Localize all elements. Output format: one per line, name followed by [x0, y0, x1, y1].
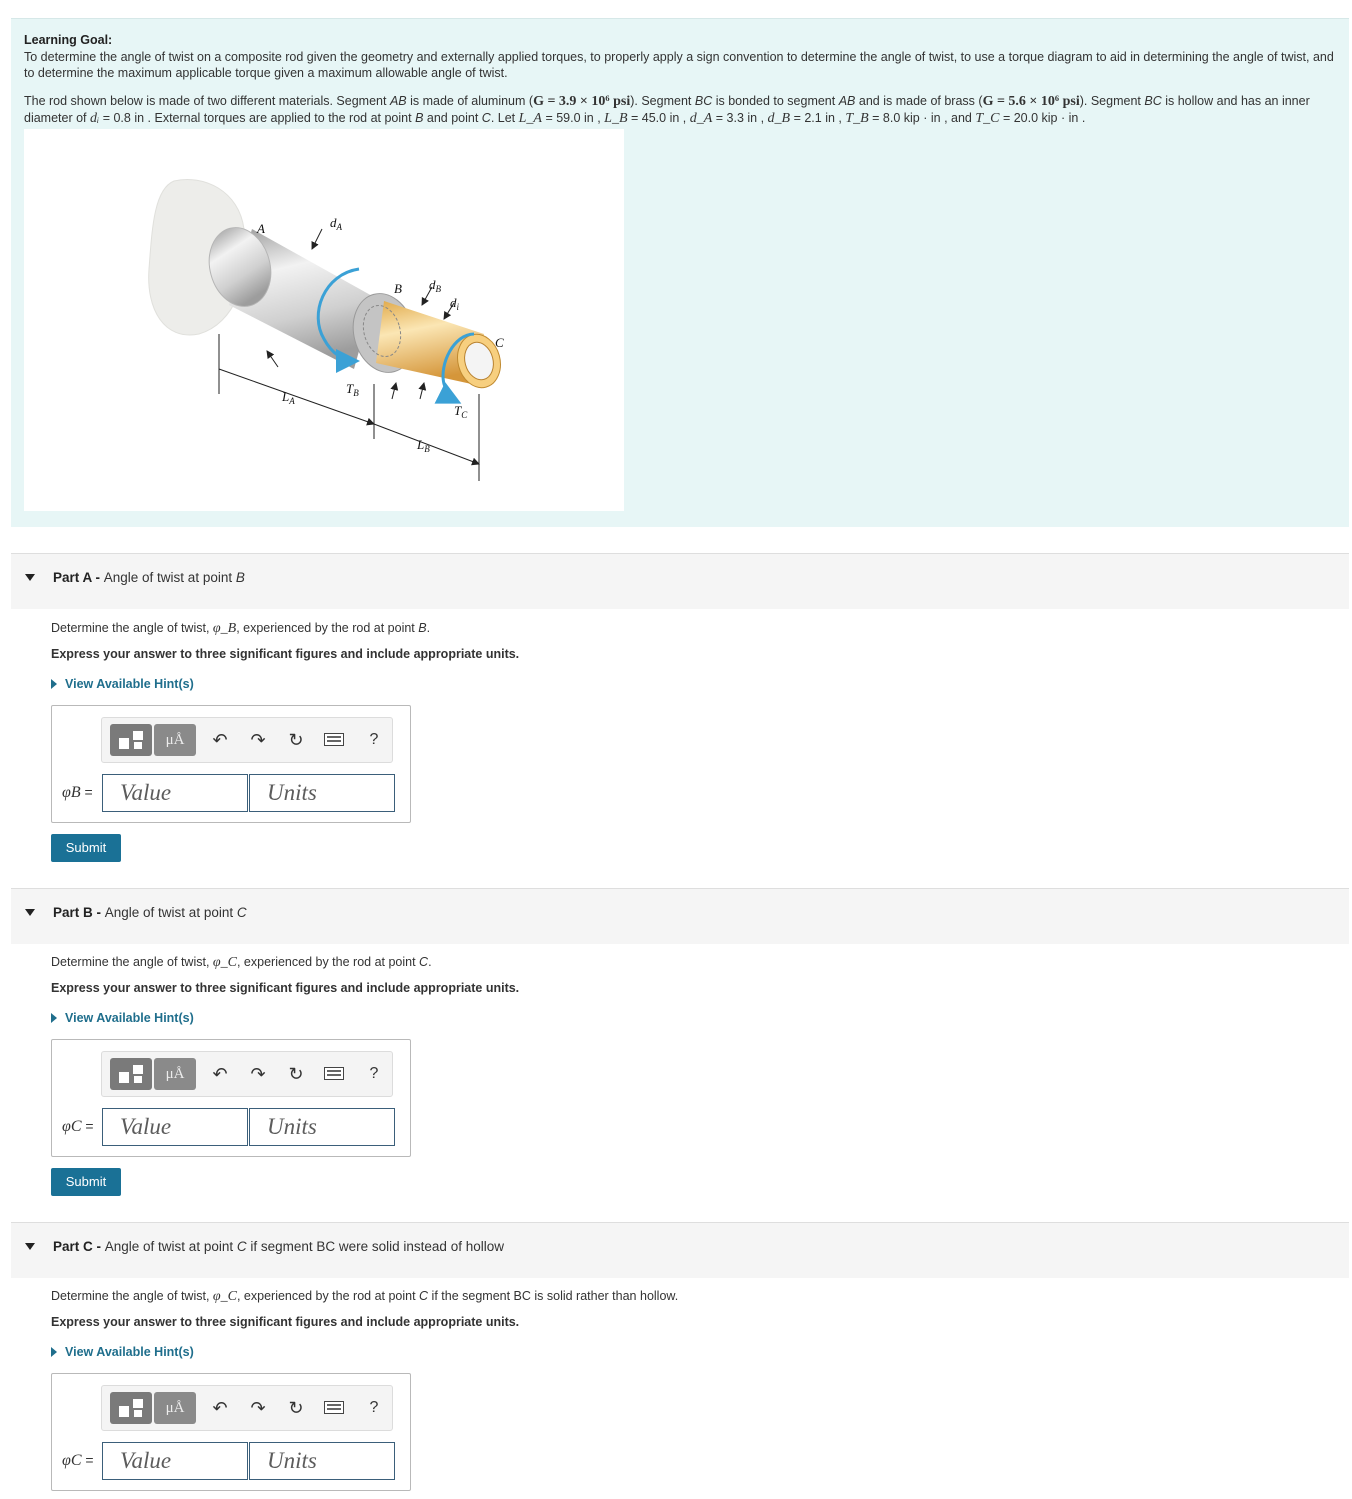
hint-triangle-icon: [51, 679, 57, 689]
template-icon[interactable]: [110, 724, 152, 756]
phi-c-label: φC =: [62, 1118, 94, 1135]
template-icon[interactable]: [110, 1058, 152, 1090]
reset-icon[interactable]: ↻: [288, 730, 304, 750]
phi-b-label: φB =: [62, 784, 93, 801]
label-a: A: [257, 221, 265, 236]
reset-icon[interactable]: ↻: [288, 1064, 304, 1084]
redo-icon[interactable]: ↷: [250, 1398, 266, 1418]
rod-diagram: [24, 129, 624, 511]
undo-icon[interactable]: ↶: [212, 1398, 228, 1418]
part-c-answer-box: [51, 1373, 411, 1491]
collapse-triangle-icon[interactable]: [25, 909, 35, 916]
part-b-submit-button[interactable]: Submit: [51, 1168, 121, 1196]
label-c: C: [495, 335, 504, 350]
part-b-header[interactable]: [11, 888, 1349, 944]
part-c-hint-link[interactable]: View Available Hint(s): [51, 1345, 194, 1359]
part-c-header[interactable]: [11, 1222, 1349, 1278]
help-icon[interactable]: ?: [369, 1065, 379, 1082]
keyboard-icon[interactable]: [324, 1398, 344, 1418]
units-icon[interactable]: μÅ: [154, 1058, 196, 1090]
label-b: B: [394, 281, 402, 296]
part-c-question: Determine the angle of twist, φ_C, experienced by the rod at point C if the segment BC is solid rather than hollow.: [51, 1289, 679, 1304]
help-icon[interactable]: ?: [369, 731, 379, 748]
problem-description: The rod shown below is made of two different materials. Segment AB is made of aluminum (G = 3.9 × 10⁶ psi). Segment BC is bonded to segment AB and is made of brass (G = 5.6 × 10⁶ psi). Segment BC is hollow and has an inner diameter of dᵢ = 0.8 in . External torques are applied to the rod at point B and point C. Let L_A = 59.0 in , L_B = 45.0 in , d_A = 3.3 in , d_B = 2.1 in , T_B = 8.0 kip · in , and T_C = 20.0 kip · in .: [24, 94, 1310, 126]
part-a-submit-button[interactable]: Submit: [51, 834, 121, 862]
math-toolbar: [101, 1051, 393, 1097]
label-di: $d_i$: [450, 295, 460, 312]
part-b-hint-link[interactable]: View Available Hint(s): [51, 1011, 194, 1025]
part-a-hint-link[interactable]: View Available Hint(s): [51, 677, 194, 691]
hint-triangle-icon: [51, 1013, 57, 1023]
collapse-triangle-icon[interactable]: [25, 574, 35, 581]
part-a-question: Determine the angle of twist, φ_B, experienced by the rod at point B.: [51, 621, 431, 636]
redo-icon[interactable]: ↷: [250, 730, 266, 750]
part-a-instruction: Express your answer to three significant figures and include appropriate units.: [51, 647, 520, 661]
units-input[interactable]: Units: [249, 1108, 395, 1146]
learning-goal-text: To determine the angle of twist on a composite rod given the geometry and externally applied torques, to properly apply a sign convention to determine the angle of twist, to use a torque diagram to aid in determining the angle of twist, and to determine the maximum applicable torque given a maximum allowable angle of twist.: [24, 50, 1334, 80]
part-b-question: Determine the angle of twist, φ_C, experienced by the rod at point C.: [51, 955, 432, 970]
part-a-header[interactable]: [11, 553, 1349, 609]
keyboard-icon[interactable]: [324, 1064, 344, 1084]
math-toolbar: [101, 1385, 393, 1431]
value-input[interactable]: Value: [102, 774, 248, 812]
math-toolbar: [101, 717, 393, 763]
phi-c-label: φC =: [62, 1452, 94, 1469]
redo-icon[interactable]: ↷: [250, 1064, 266, 1084]
value-input[interactable]: Value: [102, 1442, 248, 1480]
label-tc: $T_C$: [454, 403, 468, 420]
label-db: $d_B$: [429, 277, 441, 294]
label-da: $d_A$: [330, 215, 342, 232]
value-input[interactable]: Value: [102, 1108, 248, 1146]
collapse-triangle-icon[interactable]: [25, 1243, 35, 1250]
part-b-instruction: Express your answer to three significant figures and include appropriate units.: [51, 981, 520, 995]
template-icon[interactable]: [110, 1392, 152, 1424]
part-b-answer-box: [51, 1039, 411, 1157]
label-la: $L_A$: [282, 389, 295, 406]
learning-goal-heading: Learning Goal:: [24, 33, 113, 47]
hint-triangle-icon: [51, 1347, 57, 1357]
label-tb: $T_B$: [346, 381, 359, 398]
undo-icon[interactable]: ↶: [212, 1064, 228, 1084]
reset-icon[interactable]: ↻: [288, 1398, 304, 1418]
label-lb: $L_B$: [417, 437, 430, 454]
part-a-answer-box: [51, 705, 411, 823]
part-c-title: Part C - Angle of twist at point C if segment BC were solid instead of hollow: [53, 1239, 504, 1254]
undo-icon[interactable]: ↶: [212, 730, 228, 750]
part-b-title: Part B - Angle of twist at point C: [53, 905, 247, 920]
units-input[interactable]: Units: [249, 774, 395, 812]
units-icon[interactable]: μÅ: [154, 724, 196, 756]
units-input[interactable]: Units: [249, 1442, 395, 1480]
units-icon[interactable]: μÅ: [154, 1392, 196, 1424]
help-icon[interactable]: ?: [369, 1399, 379, 1416]
part-c-instruction: Express your answer to three significant figures and include appropriate units.: [51, 1315, 520, 1329]
learning-goal-panel: [11, 18, 1349, 527]
keyboard-icon[interactable]: [324, 730, 344, 750]
composite-rod-figure: [24, 129, 624, 511]
part-a-title: Part A - Angle of twist at point B: [53, 570, 245, 585]
